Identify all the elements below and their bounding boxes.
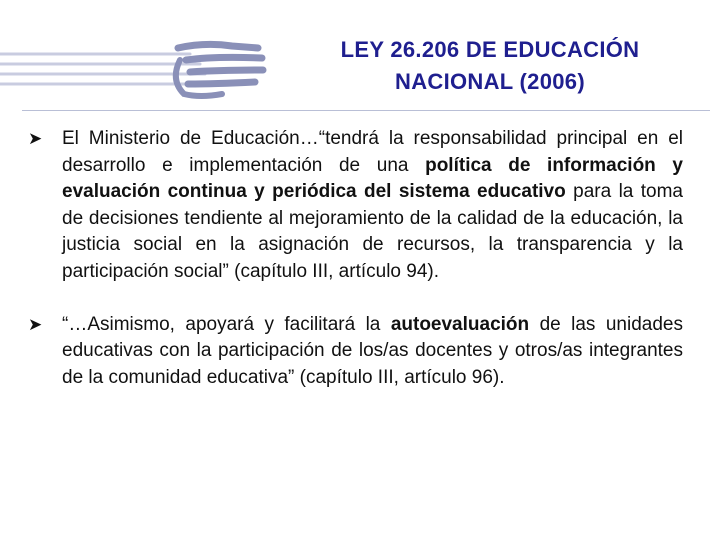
hand-stripes-icon bbox=[0, 40, 270, 100]
bullet-text bbox=[62, 126, 683, 286]
page-title bbox=[290, 34, 690, 98]
bullet-list bbox=[28, 126, 683, 391]
header-divider bbox=[22, 110, 710, 111]
bullet-text-part: “…Asimismo, apoyará y facilitará la bbox=[62, 313, 391, 335]
title-line-1: LEY 26.206 DE EDUCACIÓN bbox=[340, 37, 640, 62]
bullet-text bbox=[62, 312, 683, 392]
bullet-text-part: El Ministerio de Educación…“tendrá la responsabilidad principal en el desarrollo e implementación de una bbox=[62, 128, 683, 176]
bullet-item-2 bbox=[28, 312, 683, 392]
bullet-text-part: de las unidades educativas con la participación de los/as docentes y otros/as integrantes de la comunidad educativa” (capítulo III, artículo 96). bbox=[62, 313, 683, 388]
bullet-text-emphasis: autoevaluación bbox=[390, 313, 530, 335]
bullet-item-1 bbox=[28, 126, 683, 286]
title-line-2: NACIONAL (2006) bbox=[395, 69, 585, 94]
bullet-text-part: para la toma de decisiones tendiente al mejoramiento de la calidad de la educación, la justicia social en la asignación de recursos, la transparencia y la participación social” (capítulo III, artículo 94). bbox=[62, 181, 683, 282]
arrow-bullet-icon: ➤ bbox=[28, 129, 43, 148]
arrow-bullet-icon: ➤ bbox=[28, 314, 43, 334]
bullet-text-emphasis: política de información y evaluación continua y periódica del sistema educativo bbox=[62, 154, 683, 203]
